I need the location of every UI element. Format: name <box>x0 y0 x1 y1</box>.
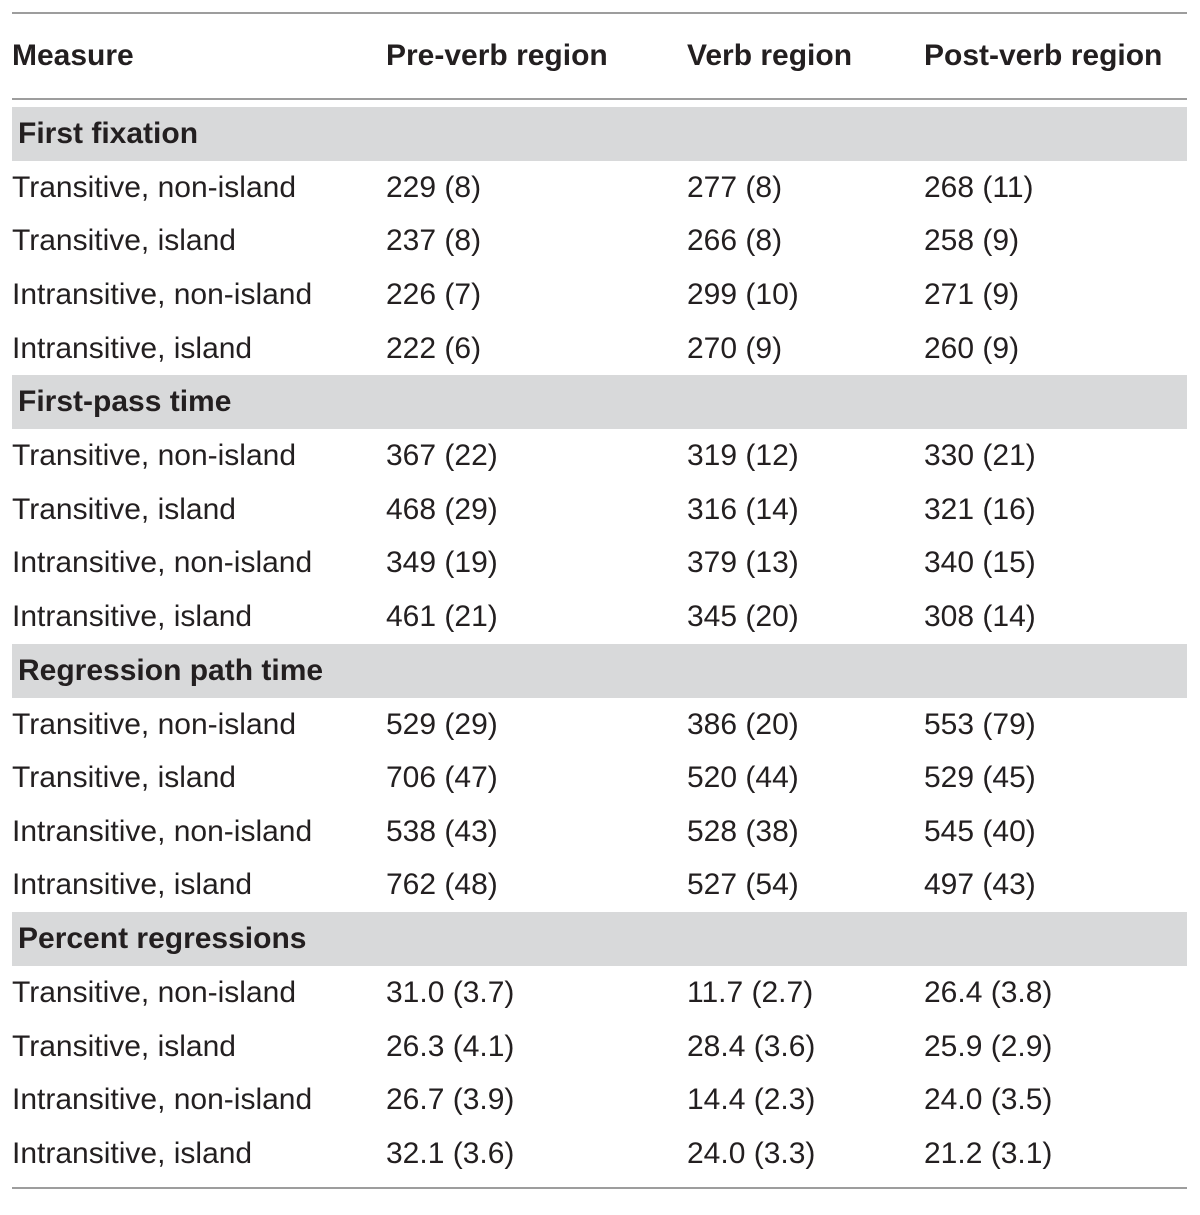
row-label: Transitive, non-island <box>12 170 297 204</box>
header-pre-verb-region: Pre-verb region <box>386 39 608 72</box>
row-label: Intransitive, island <box>12 1136 253 1170</box>
row-label: Intransitive, non-island <box>12 546 313 580</box>
table-cell: 529 (45) <box>924 761 1036 795</box>
table-cell: 762 (48) <box>386 868 498 902</box>
table-cell: 32.1 (3.6) <box>386 1136 515 1170</box>
table-cell: 538 (43) <box>386 814 498 848</box>
table-cell: 14.4 (2.3) <box>687 1083 816 1117</box>
table-cell: 299 (10) <box>687 277 799 311</box>
header-post-verb-region: Post-verb region <box>924 39 1163 72</box>
row-label: Intransitive, non-island <box>12 814 313 848</box>
table-row <box>12 590 1187 644</box>
table-row <box>12 537 1187 591</box>
table-row <box>12 1020 1187 1074</box>
table-cell: 367 (22) <box>386 439 498 473</box>
table-cell: 706 (47) <box>386 761 498 795</box>
row-label: Transitive, non-island <box>12 975 297 1009</box>
table-cell: 28.4 (3.6) <box>687 1029 816 1063</box>
table-cell: 461 (21) <box>386 599 498 633</box>
table-cell: 266 (8) <box>687 224 783 258</box>
row-label: Intransitive, non-island <box>12 277 313 311</box>
table-cell: 316 (14) <box>687 492 799 526</box>
row-label: Intransitive, island <box>12 868 253 902</box>
table-cell: 24.0 (3.5) <box>924 1083 1053 1117</box>
row-label: Intransitive, island <box>12 599 253 633</box>
table-row <box>12 483 1187 537</box>
table-cell: 379 (13) <box>687 546 799 580</box>
table-cell: 26.7 (3.9) <box>386 1083 515 1117</box>
table-cell: 25.9 (2.9) <box>924 1029 1053 1063</box>
table-cell: 386 (20) <box>687 707 799 741</box>
table-header-row <box>12 14 1187 98</box>
data-table <box>12 12 1187 1189</box>
table-row <box>12 161 1187 215</box>
table-cell: 260 (9) <box>924 331 1020 365</box>
table-cell: 553 (79) <box>924 707 1036 741</box>
row-label: Transitive, island <box>12 761 236 795</box>
table-cell: 345 (20) <box>687 599 799 633</box>
table-cell: 277 (8) <box>687 170 783 204</box>
table-cell: 271 (9) <box>924 277 1020 311</box>
table-cell: 237 (8) <box>386 224 482 258</box>
table-cell: 349 (19) <box>386 546 498 580</box>
table-cell: 11.7 (2.7) <box>687 975 814 1009</box>
table-cell: 319 (12) <box>687 439 799 473</box>
section-header-percent-regressions: Percent regressions <box>12 912 1187 966</box>
table-cell: 229 (8) <box>386 170 482 204</box>
table-cell: 222 (6) <box>386 331 482 365</box>
section-header-first-fixation: First fixation <box>12 107 1187 161</box>
table-cell: 520 (44) <box>687 761 799 795</box>
table-row <box>12 322 1187 376</box>
table-row <box>12 966 1187 1020</box>
table-cell: 258 (9) <box>924 224 1020 258</box>
header-verb-region: Verb region <box>687 39 853 72</box>
table-cell: 270 (9) <box>687 331 783 365</box>
row-label: Intransitive, non-island <box>12 1083 313 1117</box>
table-cell: 468 (29) <box>386 492 498 526</box>
row-label: Transitive, non-island <box>12 707 297 741</box>
table-row <box>12 751 1187 805</box>
table-cell: 497 (43) <box>924 868 1036 902</box>
table-body <box>12 107 1187 1181</box>
row-label: Transitive, island <box>12 224 236 258</box>
table-row <box>12 215 1187 269</box>
table-cell: 26.4 (3.8) <box>924 975 1053 1009</box>
table-cell: 340 (15) <box>924 546 1036 580</box>
bottom-rule <box>12 1187 1187 1189</box>
table-cell: 545 (40) <box>924 814 1036 848</box>
section-header-first-pass-time: First-pass time <box>12 375 1187 429</box>
table-cell: 527 (54) <box>687 868 799 902</box>
section-header-regression-path-time: Regression path time <box>12 644 1187 698</box>
table-row <box>12 429 1187 483</box>
table-cell: 226 (7) <box>386 277 482 311</box>
row-label: Transitive, island <box>12 492 236 526</box>
header-measure: Measure <box>12 39 134 72</box>
row-label: Transitive, island <box>12 1029 236 1063</box>
table-row <box>12 698 1187 752</box>
table-cell: 528 (38) <box>687 814 799 848</box>
row-label: Intransitive, island <box>12 331 253 365</box>
table-cell: 24.0 (3.3) <box>687 1136 816 1170</box>
table-cell: 268 (11) <box>924 170 1034 204</box>
table-cell: 529 (29) <box>386 707 498 741</box>
table-row <box>12 268 1187 322</box>
table-cell: 308 (14) <box>924 599 1036 633</box>
table-cell: 21.2 (3.1) <box>924 1136 1053 1170</box>
table-row <box>12 805 1187 859</box>
table-row <box>12 859 1187 913</box>
table-cell: 321 (16) <box>924 492 1036 526</box>
table-cell: 330 (21) <box>924 439 1036 473</box>
table-cell: 26.3 (4.1) <box>386 1029 515 1063</box>
table-row <box>12 1127 1187 1181</box>
row-label: Transitive, non-island <box>12 439 297 473</box>
table-row <box>12 1073 1187 1127</box>
table-cell: 31.0 (3.7) <box>386 975 515 1009</box>
